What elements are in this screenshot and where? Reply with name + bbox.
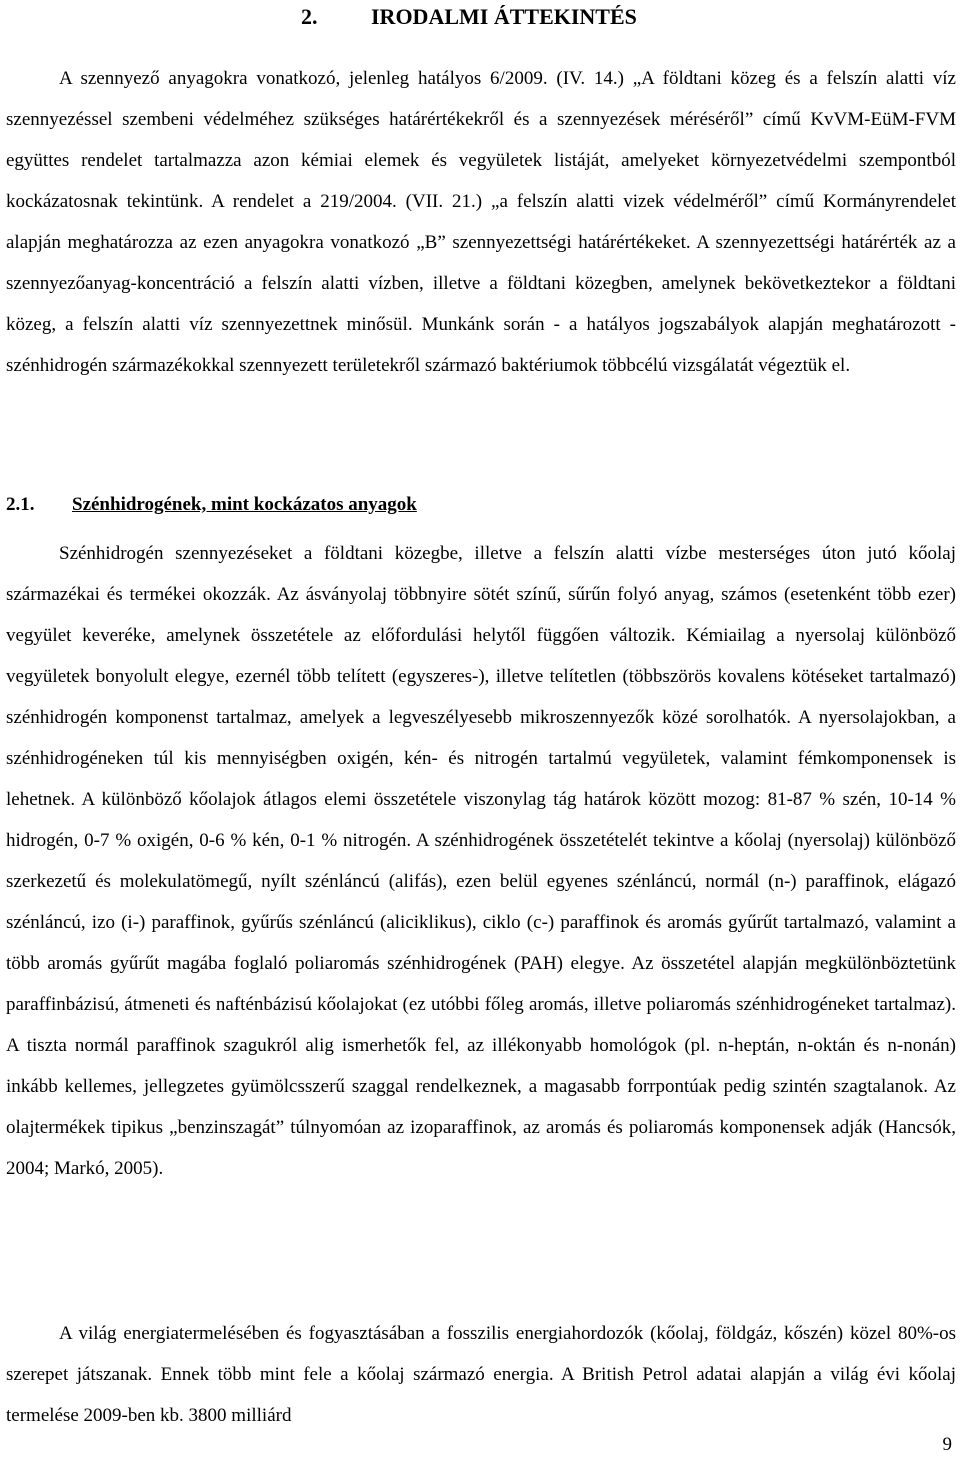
subsection-heading bbox=[6, 484, 417, 525]
page-number: 9 bbox=[942, 1434, 952, 1455]
subsection-number: 2.1. bbox=[6, 494, 35, 515]
section-title: IRODALMI ÁTTEKINTÉS bbox=[371, 4, 637, 29]
hydrocarbons-paragraph: Szénhidrogén szennyezéseket a földtani közegbe, illetve a felszín alatti vízbe mesterséges úton jutó kőolaj származékai és termékei okozzák. Az ásványolaj többnyire sötét színű, sűrűn folyó anyag, számos (esetenként több ezer) vegyület keveréke, amelynek összetétele az előfordulási helytől függően változik. Kémiailag a nyersolaj különböző vegyületek bonyolult elegye, ezernél több telített (egyszeres-), illetve telítetlen (többszörös kovalens kötéseket tartalmazó) szénhidrogén komponenst tartalmaz, amelyek a legveszélyesebb mikroszennyezők közé sorolhatók. A nyersolajokban, a szénhidrogéneken túl kis mennyiségben oxigén, kén- és nitrogén tartalmú vegyületek, valamint fémkomponensek is lehetnek. A különböző kőolajok átlagos elemi összetétele viszonylag tág határok között mozog: 81-87 % szén, 10-14 % hidrogén, 0-7 % oxigén, 0-6 % kén, 0-1 % nitrogén. A szénhidrogének összetételét tekintve a kőolaj (nyersolaj) különböző szerkezetű és molekulatömegű, nyílt szénláncú (alifás), ezen belül egyenes szénláncú, normál (n-) paraffinok, elágazó szénláncú, izo (i-) paraffinok, gyűrűs szénláncú (aliciklikus), ciklo (c-) paraffinok és aromás gyűrűt tartalmazó, valamint a több aromás gyűrűt magába foglaló poliaromás szénhidrogének (PAH) elegye. Az összetétel alapján megkülönböztetünk paraffinbázisú, átmeneti és nafténbázisú kőolajokat (ez utóbbi főleg aromás, illetve poliaromás szénhidrogéneket tartalmaz). A tiszta normál paraffinok szagukról alig ismerhetők fel, az illékonyabb homológok (pl. n-heptán, n-oktán és n-nonán) inkább kellemes, jellegzetes gyümölcsszerű szaggal rendelkeznek, a magasabb forrpontúak pedig szintén szagtalanok. Az olajtermékek tipikus „benzinszagát” túlnyomóan az izoparaffinok, az aromás és poliaromás komponensek adják (Hancsók, 2004; Markó, 2005). bbox=[6, 543, 956, 1179]
section-number: 2. bbox=[301, 4, 318, 29]
subsection-title: Szénhidrogének, mint kockázatos anyagok bbox=[72, 494, 417, 515]
section-heading bbox=[301, 2, 637, 32]
intro-paragraph: A szennyező anyagokra vonatkozó, jelenleg hatályos 6/2009. (IV. 14.) „A földtani közeg és a felszín alatti víz szennyezéssel szembeni védelméhez szükséges határértékekről és a szennyezések méréséről” című KvVM-EüM-FVM együttes rendelet tartalmazza azon kémiai elemek és vegyületek listáját, amelyeket környezetvédelmi szempontból kockázatosnak tekintünk. A rendelet a 219/2004. (VII. 21.) „a felszín alatti vizek védelméről” című Kormányrendelet alapján meghatározza az ezen anyagokra vonatkozó „B” szennyezettségi határértékeket. A szennyezettségi határérték az a szennyezőanyag-koncentráció a felszín alatti vízben, illetve a földtani közegben, amelynek bekövetkeztekor a földtani közeg, a felszín alatti víz szennyezettnek minősül. Munkánk során - a hatályos jogszabályok alapján meghatározott - szénhidrogén származékokkal szennyezett területekről származó baktériumok többcélú vizsgálatát végeztük el. bbox=[6, 68, 956, 376]
energy-paragraph: A világ energiatermelésében és fogyasztásában a fosszilis energiahordozók (kőolaj, földgáz, kőszén) közel 80%-os szerepet játszanak. Ennek több mint fele a kőolaj származó energia. A British Petrol adatai alapján a világ évi kőolaj termelése 2009-ben kb. 3800 milliárd bbox=[6, 1323, 956, 1426]
